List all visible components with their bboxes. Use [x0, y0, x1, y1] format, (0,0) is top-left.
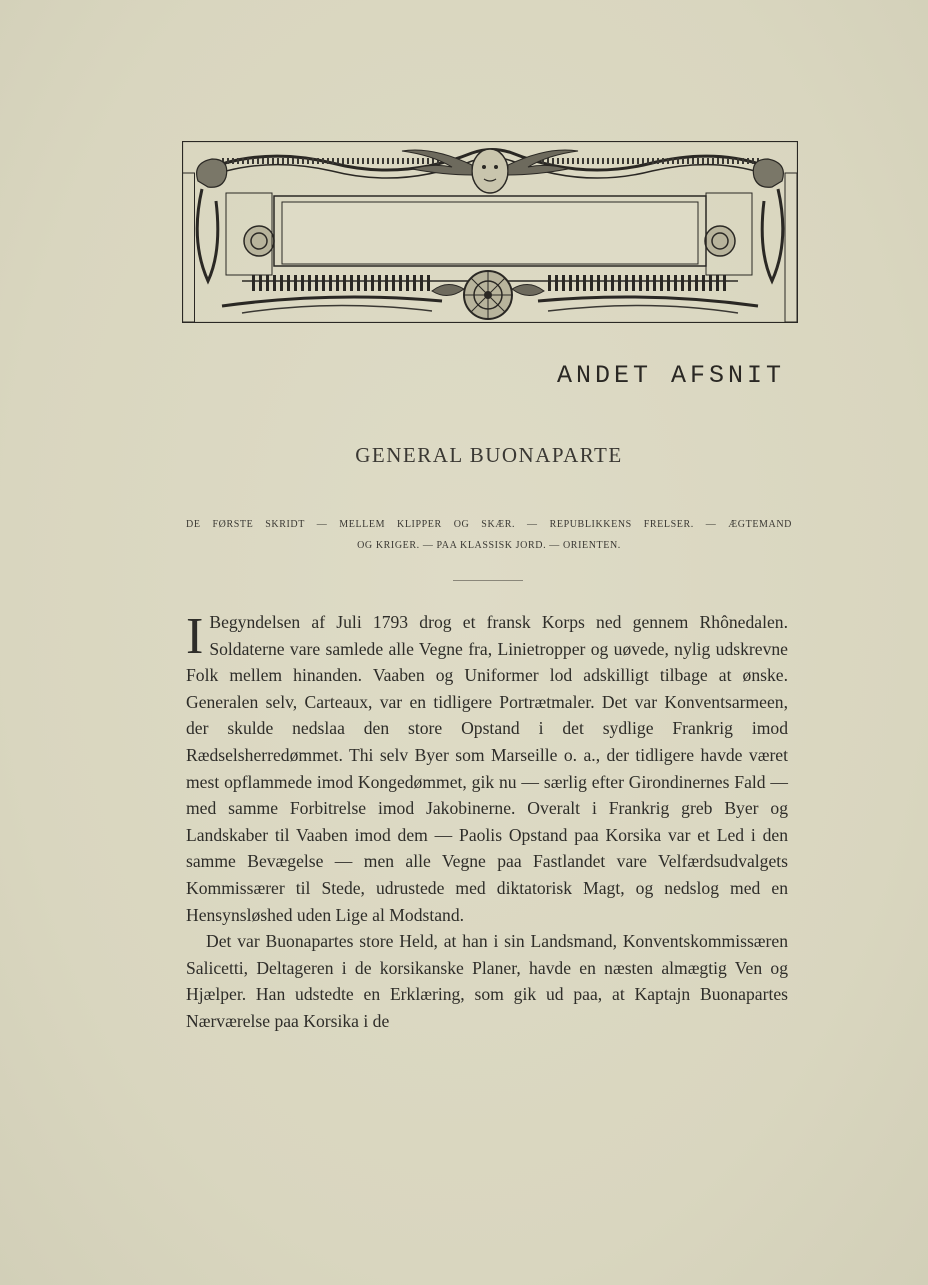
ornamental-header-frame	[182, 141, 798, 390]
separator-rule	[453, 580, 523, 581]
paragraph-1-text: Begyndelsen af Juli 1793 drog et fransk Korps ned gennem Rhônedalen. Soldaterne vare samlede alle Vegne fra, Linietropper og uøvede, nylig udskrevne Folk mellem hinanden. Vaaben og Uniformer lod adskilligt tilbage at ønske. Generalen selv, Carteaux, var en tidligere Portrætmaler. Det var Konventsarmeen, der skulde nedslaa den store Opstand i det sydlige Frankrig imod Rædselsherredømmet. Thi selv Byer som Marseille o. a., der tidligere havde været mest opflammede imod Kongedømmet, gik nu — særlig efter Girondinernes Fald — med samme Forbitrelse imod Jakobinerne. Overalt i Frankrig greb Byer og Landskaber til Vaaben imod dem — Paolis Opstand paa Korsika var et Led i den samme Bevægelse — men alle Vegne paa Fastlandet vare Velfærdsudvalgets Kommissærer til Stede, udrustede med diktatorisk Magt, og nedslog med en Hensynsløshed uden Lige al Modstand.	[186, 612, 788, 925]
chapter-title: GENERAL BUONAPARTE	[355, 443, 623, 467]
section-title: ANDET AFSNIT	[556, 360, 786, 390]
drop-cap: I	[186, 608, 204, 665]
ornament-border-illustration	[182, 141, 798, 323]
body-text	[186, 609, 788, 1035]
chapter-summary-line-2: OG KRIGER. — PAA KLASSISK JORD. — ORIENTEN.	[357, 540, 621, 551]
paragraph-1	[186, 609, 788, 928]
chapter-summary	[186, 514, 792, 556]
chapter-summary-line-1: DE FØRSTE SKRIDT — MELLEM KLIPPER OG SKÆR. — REPUBLIKKENS FRELSER. — ÆGTEMAND	[186, 519, 792, 530]
paragraph-2: Det var Buonapartes store Held, at han i sin Landsmand, Konventskommissæren Salicetti, Deltageren i de korsikanske Planer, havde en næsten almægtig Ven og Hjælper. Han udstedte en Erklæring, som gik ud paa, at Kaptajn Buonapartes Nærværelse paa Korsika i de	[186, 931, 788, 1031]
